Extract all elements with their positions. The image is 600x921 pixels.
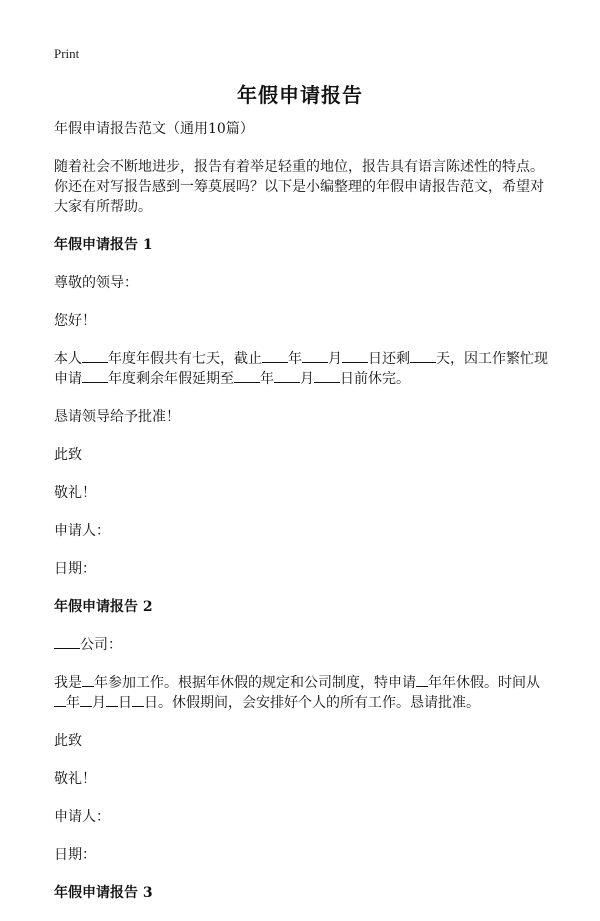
blank-line <box>82 673 94 687</box>
blank-line <box>234 369 260 383</box>
blank-line <box>54 693 66 707</box>
body-text: 天，因工作繁忙现申请 <box>54 351 548 387</box>
body-text: 月 <box>92 695 106 711</box>
closing-line: 敬礼！ <box>54 771 96 787</box>
body-text: 年年休假。时间从 <box>428 675 540 691</box>
print-link[interactable]: Print <box>54 46 80 61</box>
blank-line <box>80 693 92 707</box>
body-text: 日还剩 <box>368 351 410 367</box>
blank-line <box>416 673 428 687</box>
closing-line: 此致 <box>54 447 82 463</box>
date-line: 日期： <box>54 847 96 863</box>
blank-line <box>410 349 436 363</box>
blank-line <box>82 369 108 383</box>
applicant-line: 申请人： <box>54 523 110 539</box>
body-text: 本人 <box>54 351 82 367</box>
salutation: 尊敬的领导： <box>54 275 138 291</box>
page-title: 年假申请报告 <box>237 83 363 107</box>
body-paragraph <box>54 673 550 713</box>
intro-paragraph: 随着社会不断地进步，报告有着举足轻重的地位，报告具有语言陈述性的特点。你还在对写报告感到一筹莫展吗？以下是小编整理的年假申请报告范文，希望对大家有所帮助。 <box>54 159 544 215</box>
blank-line <box>82 349 108 363</box>
greeting: 您好！ <box>54 313 96 329</box>
body-text: 年 <box>288 351 302 367</box>
document-subtitle: 年假申请报告范文（通用10篇） <box>54 121 254 137</box>
blank-line <box>54 635 80 649</box>
blank-line <box>314 369 340 383</box>
body-text: 年度剩余年假延期至 <box>108 371 234 387</box>
body-text: 年 <box>66 695 80 711</box>
body-text: 年 <box>260 371 274 387</box>
section-heading: 年假申请报告 3 <box>54 885 153 901</box>
applicant-line: 申请人： <box>54 809 110 825</box>
body-text: 年参加工作。根据年休假的规定和公司制度，特申请 <box>94 675 416 691</box>
date-line: 日期： <box>54 561 96 577</box>
body-text: 月 <box>300 371 314 387</box>
body-text: 日。休假期间，会安排好个人的所有工作。恳请批准。 <box>144 695 480 711</box>
blank-line <box>106 693 118 707</box>
body-paragraph <box>54 349 550 389</box>
blank-line <box>274 369 300 383</box>
body-text: 日前休完。 <box>340 371 410 387</box>
request-line: 恳请领导给予批准！ <box>54 409 180 425</box>
body-text: 我是 <box>54 675 82 691</box>
recipient-line <box>54 635 550 655</box>
body-text: 年度年假共有七天，截止 <box>108 351 262 367</box>
blank-line <box>262 349 288 363</box>
blank-line <box>132 693 144 707</box>
body-text: 日 <box>118 695 132 711</box>
closing-line: 此致 <box>54 733 82 749</box>
closing-line: 敬礼！ <box>54 485 96 501</box>
blank-line <box>302 349 328 363</box>
document-body <box>54 119 550 921</box>
body-text: 公司： <box>80 637 122 653</box>
blank-line <box>342 349 368 363</box>
body-text: 月 <box>328 351 342 367</box>
section-heading: 年假申请报告 2 <box>54 599 153 615</box>
section-heading: 年假申请报告 1 <box>54 237 153 253</box>
